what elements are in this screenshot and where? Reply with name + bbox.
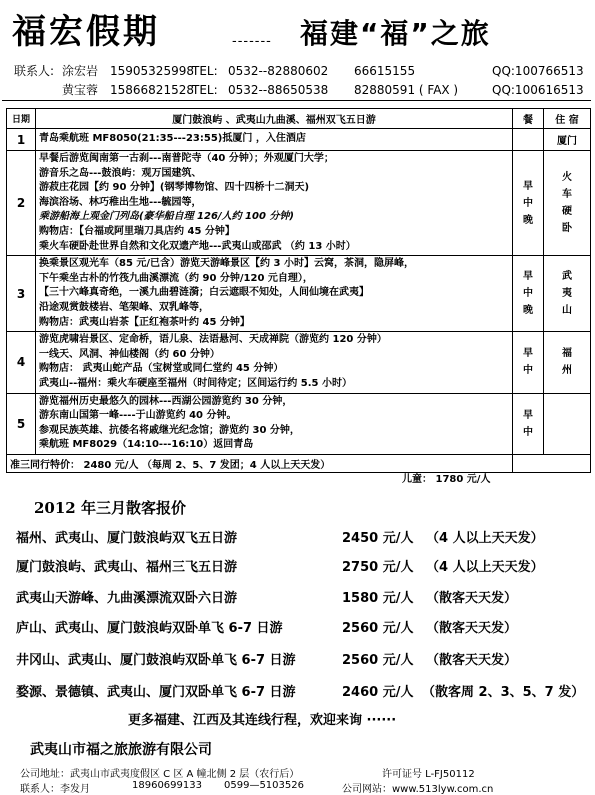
day-stay: [544, 393, 591, 454]
contact-tel-label: TEL:: [192, 64, 218, 78]
day-meal: [513, 256, 544, 332]
contact-name: 黄宝蓉: [62, 83, 99, 97]
desc-line: 乘游船海上观金门列岛(豪华船自理 126/人约 100 分钟): [39, 211, 294, 223]
price-route: 婺源、景德镇、武夷山、厦门双卧单飞 6-7 日游: [16, 685, 296, 700]
stay-vertical: 火 车 硬 卧: [562, 172, 572, 235]
desc-line: 购物店：武夷山岩茶【正红袍茶叶约 45 分钟】: [39, 316, 250, 328]
day-meal: [513, 151, 544, 256]
contact-mobile: 15905325998: [110, 64, 194, 78]
header-stay: 住 宿: [544, 109, 591, 129]
header: [8, 4, 588, 58]
day-stay: [544, 151, 591, 256]
day-number: 1: [7, 129, 36, 151]
desc-line: 海滨浴场、林巧稚出生地---毓园等，: [39, 196, 202, 208]
desc-line: 早餐后游览闽南第一古刹---南普陀寺（40 分钟）；外观厦门大学；: [39, 153, 334, 164]
desc-line: 沿途观赏鼓楼岩、笔架峰、双乳峰等，: [39, 301, 209, 313]
price-note: （散客周 2、3、5、7 发）: [422, 685, 585, 700]
price-route: 厦门鼓浪屿、武夷山、福州三飞五日游: [16, 560, 238, 575]
day-number: 4: [7, 332, 36, 393]
day-description: [36, 256, 513, 332]
header-meal: 餐: [513, 109, 544, 129]
price-value: 2560 元/人: [342, 653, 414, 668]
contact-tel: 0532--82880602: [228, 64, 329, 78]
day-number: 5: [7, 393, 36, 454]
header-day: 日期: [7, 109, 36, 129]
company-tel: 0599—5103526: [224, 780, 304, 791]
meal-vertical: 早 中: [523, 409, 533, 438]
child-price-text: 儿童： 1780 元/人: [402, 474, 491, 485]
table-row: [7, 393, 591, 454]
price-note: （散客天天发）: [426, 591, 518, 606]
desc-line: 下午乘坐古朴的竹筏九曲溪漂流（约 90 分钟/120 元自理），: [39, 272, 313, 284]
price-value: 2560 元/人: [342, 621, 414, 636]
price-route: 武夷山天游峰、九曲溪漂流双卧六日游: [16, 591, 238, 606]
brand-logo-text: 福宏假期: [12, 12, 160, 52]
contact-tel: 0532--88650538: [228, 83, 329, 97]
day-stay: [544, 332, 591, 393]
price-note: （4 人以上天天发）: [426, 531, 544, 546]
company-address: 公司地址：武夷山市武夷度假区 C 区 A 幢北侧 2 层（农行后）: [20, 769, 300, 780]
price-value: 1580 元/人: [342, 591, 414, 606]
divider: [2, 100, 591, 101]
contact-name: 涂宏岩: [62, 64, 99, 78]
day-meal: [513, 393, 544, 454]
company-mobile: 18960699133: [132, 780, 202, 791]
tagline: 福建“福”之旅: [300, 17, 491, 50]
desc-line: 购物店： 武夷山蛇产品（宝树堂或同仁堂约 45 分钟）: [39, 363, 284, 375]
table-row: [7, 129, 591, 151]
contact-row: [14, 81, 590, 100]
desc-line: 游览虎啸岩景区、定命桥，语儿泉、法语悬河、天成禅院（游览约 120 分钟）: [39, 334, 387, 346]
header-dash: -------: [232, 34, 272, 49]
contact-tel-label: TEL:: [192, 83, 218, 97]
contact-mobile: 15866821528: [110, 83, 194, 97]
contact-alt: 66615155: [354, 64, 416, 78]
desc-line: 换乘景区观光车（85 元/已含）游览天游峰景区【约 3 小时】云窝，茶洞，隐屏峰，: [39, 258, 414, 270]
day-description: [36, 151, 513, 256]
more-routes-text: 更多福建、江西及其连线行程，欢迎来询 ······: [128, 713, 397, 728]
price-note: （散客天天发）: [426, 621, 518, 636]
contact-qq: QQ:100616513: [492, 83, 584, 97]
contact-qq: QQ:100766513: [492, 64, 584, 78]
company-contact: 联系人：李发月: [20, 784, 90, 795]
desc-line: 乘航班 MF8029（14:10---16:10）返回青岛: [39, 439, 254, 451]
stay-vertical: 武 夷 山: [562, 271, 572, 317]
price-route: 庐山、武夷山、厦门鼓浪屿双卧单飞 6-7 日游: [16, 621, 283, 636]
desc-line: 武夷山--福州：乘火车硬座至福州（时间待定；区间运行约 5.5 小时）: [39, 377, 352, 389]
child-price: [513, 454, 591, 472]
price-note: （散客天天发）: [426, 653, 518, 668]
meal-vertical: 早 中 晚: [523, 271, 533, 317]
day-meal: [513, 332, 544, 393]
table-footer-row: [7, 454, 591, 472]
day-description: [36, 393, 513, 454]
table-header-row: [7, 109, 591, 129]
price-route: 福州、武夷山、厦门鼓浪屿双飞五日游: [16, 531, 238, 546]
desc-line: 青岛乘航班 MF8050(21:35---23:55)抵厦门 ，入住酒店: [39, 133, 306, 145]
table-row: [7, 332, 591, 393]
price-note: （4 人以上天天发）: [426, 560, 544, 575]
desc-line: 游览福州历史最悠久的园林---西湖公园游览约 30 分钟，: [39, 395, 293, 407]
desc-line: 乘火车硬卧赴世界自然和文化双遗产地---武夷山或邵武 （约 13 小时）: [39, 240, 356, 252]
price-value: 2460 元/人: [342, 685, 414, 700]
company-site-text[interactable]: 公司网站：www.513lyw.com.cn: [342, 784, 494, 795]
table-row: [7, 256, 591, 332]
day-stay: 厦门: [544, 129, 591, 151]
contact-alt: 82880591 ( FAX ): [354, 83, 459, 97]
contact-label: 联系人:: [14, 64, 55, 78]
price-value: 2450 元/人: [342, 531, 414, 546]
day-description: [36, 332, 513, 393]
header-title: 厦门鼓浪屿 、武夷山九曲溪、福州双飞五日游: [36, 109, 513, 129]
day-meal: [513, 129, 544, 151]
company-site[interactable]: [342, 780, 493, 795]
day-number: 3: [7, 256, 36, 332]
price-route: 井冈山、武夷山、厦门鼓浪屿双卧单飞 6-7 日游: [16, 653, 296, 668]
desc-line: 游音乐之岛---鼓浪屿：观万国建筑、: [39, 167, 202, 179]
meal-vertical: 早 中: [523, 348, 533, 377]
stay-vertical: 福 州: [562, 348, 572, 377]
desc-line: 游菽庄花园【约 90 分钟】(钢琴博物馆、四十四桥十二洞天): [39, 182, 310, 194]
desc-line: 购物店：【台福或阿里瑞刀具店约 45 分钟】: [39, 225, 235, 237]
contact-block: [14, 62, 590, 100]
desc-line: 参观民族英雄、抗倭名将戚继光纪念馆；游览约 30 分钟，: [39, 424, 300, 436]
price-value: 2750 元/人: [342, 560, 414, 575]
pricing-title: 2012 年三月散客报价: [34, 499, 186, 517]
desc-line: 游东南山国第一峰----于山游览约 40 分钟。: [39, 410, 237, 422]
table-row: [7, 151, 591, 256]
desc-line: 【三十六峰真奇绝，一溪九曲碧涟漪；白云遮眼不知处，人间仙境在武夷】: [39, 287, 369, 299]
day-description: [36, 129, 513, 151]
day-stay: [544, 256, 591, 332]
itinerary-table: [6, 108, 591, 473]
desc-line: 一线天、风洞、神仙楼阁（约 60 分钟）: [39, 348, 220, 360]
meal-vertical: 早 中 晚: [523, 180, 533, 226]
group-price: 准三同行特价： 2480 元/人 （每周 2、5、7 发团；4 人以上天天发）: [7, 454, 513, 472]
contact-row: [14, 62, 590, 81]
company-name: 武夷山市福之旅旅游有限公司: [30, 742, 212, 758]
company-license: 许可证号 L-FJ50112: [382, 769, 475, 780]
day-number: 2: [7, 151, 36, 256]
